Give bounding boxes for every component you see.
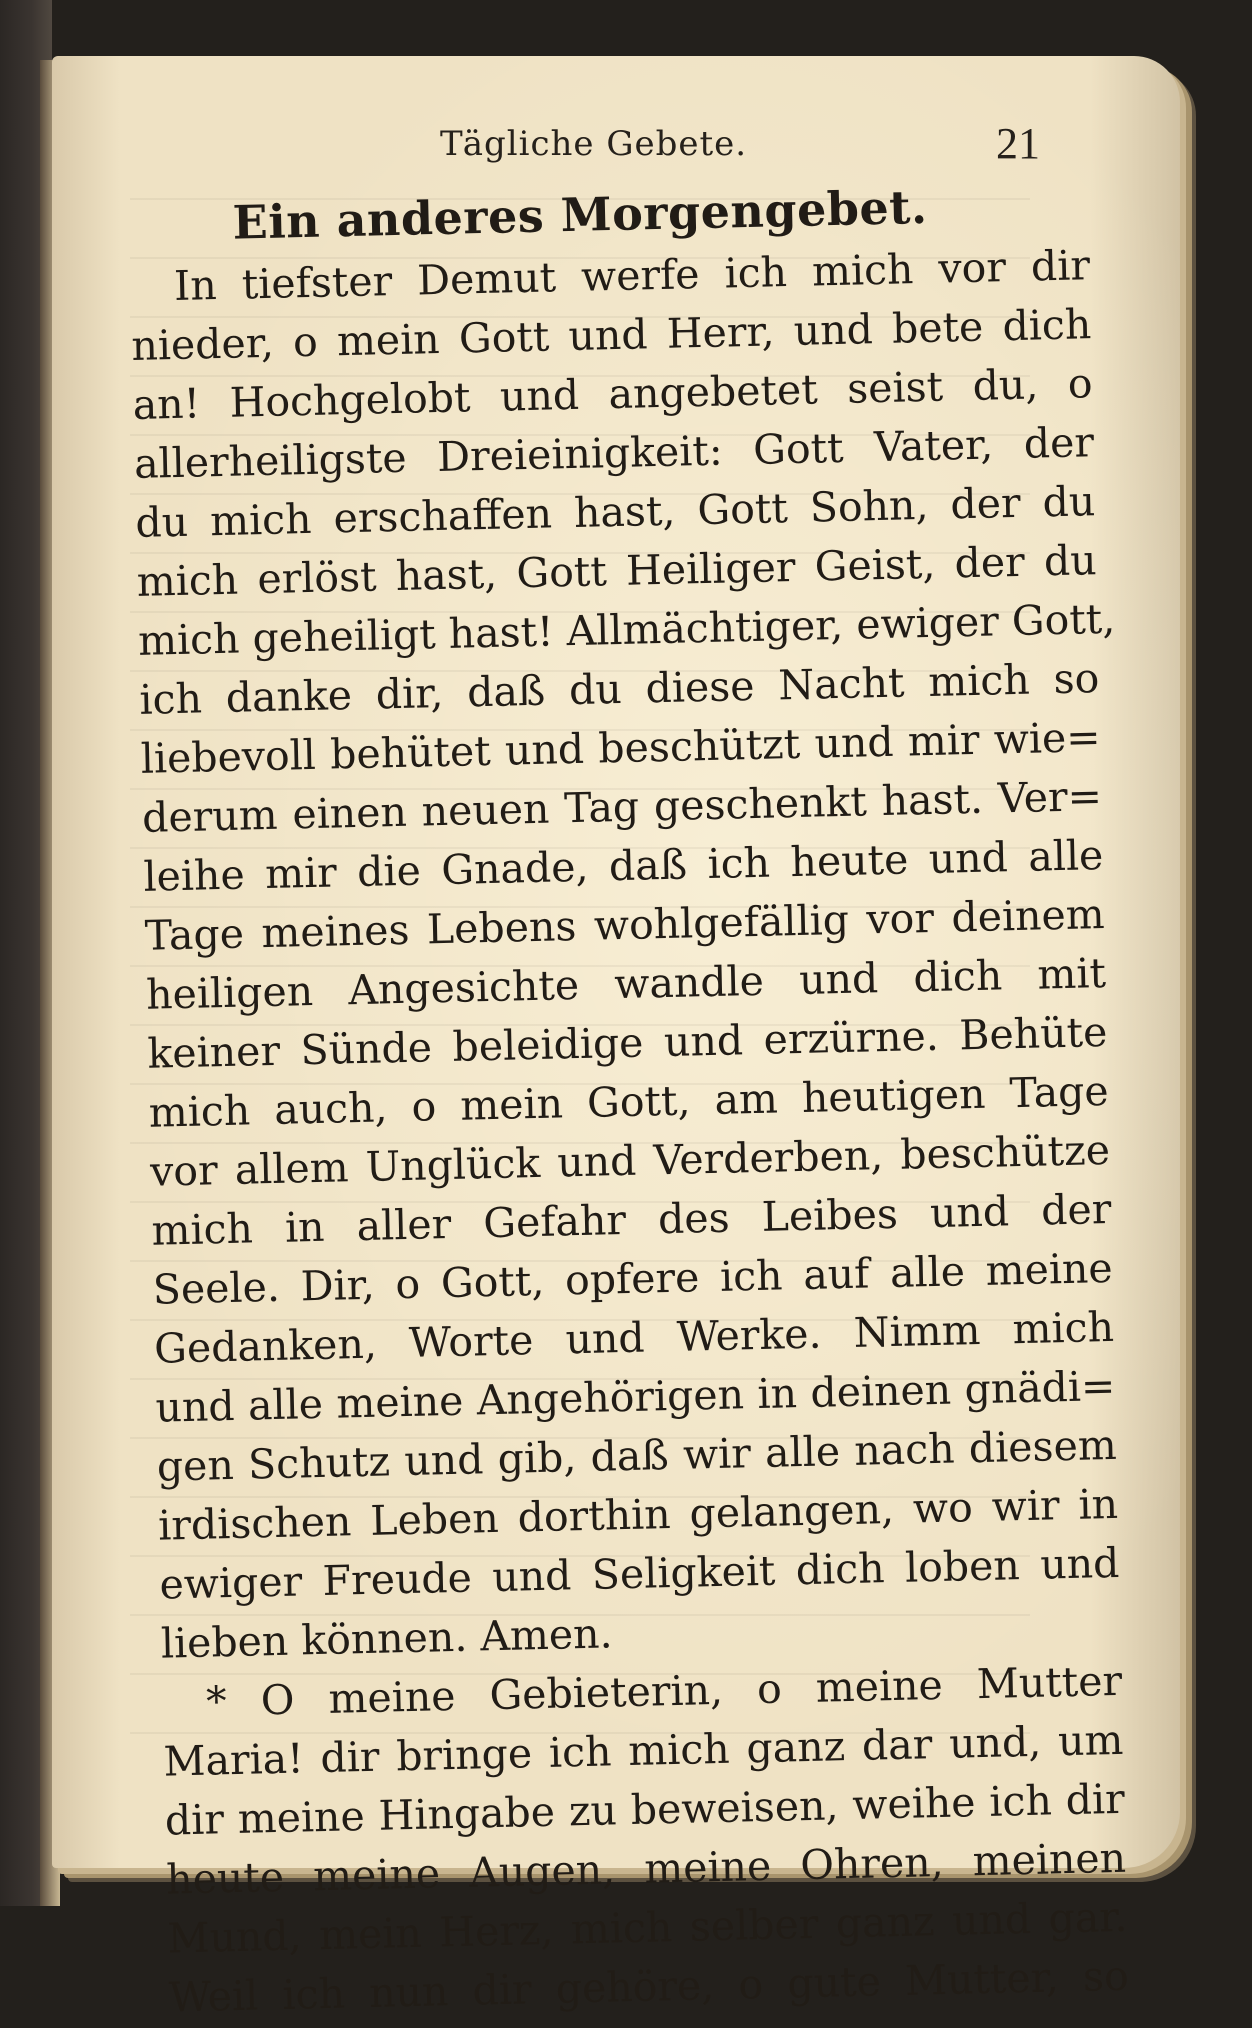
text-line: vor allem Unglück und Verderben, beschütze bbox=[149, 1125, 1111, 1196]
text-line: allerheiligste Dreieinigkeit: Gott Vater, der bbox=[133, 418, 1095, 488]
text-line: Mund, mein Herz, mich selber ganz und gar. bbox=[167, 1892, 1128, 1963]
text-line: heiligen Angesichte wandle und dich mit bbox=[145, 949, 1107, 1019]
text-line: mich in aller Gefahr des Leibes und der bbox=[150, 1184, 1112, 1255]
prayer-paragraph-2 bbox=[162, 1652, 1130, 2028]
text-line: Gedanken, Worte und Werke. Nimm mich bbox=[153, 1302, 1115, 1373]
text-line: In tiefster Demut werfe ich mich vor dir bbox=[173, 241, 1091, 310]
page-header bbox=[440, 118, 1040, 178]
text-line: dir meine Hingabe zu beweisen, weihe ich dir bbox=[164, 1774, 1126, 1845]
text-line: leihe mir die Gnade, daß ich heute und alle bbox=[142, 831, 1104, 901]
text-line: Weil ich nun dir gehöre, o gute Mutter, so bbox=[168, 1951, 1130, 2022]
text-line: Tage meines Lebens wohlgefällig vor deinem bbox=[144, 890, 1106, 960]
page-number: 21 bbox=[996, 119, 1040, 168]
text-line: mich geheiligt hast! Allmächtiger, ewiger Gott, bbox=[137, 594, 1116, 665]
text-line: liebevoll behütet und beschützt und mir wie= bbox=[140, 713, 1102, 783]
text-line: heute meine Augen, meine Ohren, meinen bbox=[165, 1833, 1127, 1904]
text-line: mich erlöst hast, Gott Heiliger Geist, der du bbox=[136, 536, 1098, 606]
prayer-paragraph-1 bbox=[129, 236, 1121, 1673]
text-line: gen Schutz und gib, daß wir alle nach diesem bbox=[156, 1420, 1118, 1491]
text-line: an! Hochgelobt und angebetet seist du, o bbox=[132, 359, 1094, 429]
text-line: ewiger Freude und Seligkeit dich loben und bbox=[159, 1538, 1120, 1609]
prayer-text bbox=[128, 172, 1129, 2027]
text-line: Maria! dir bringe ich mich ganz dar und, um bbox=[163, 1715, 1124, 1786]
text-line: ich danke dir, daß du diese Nacht mich so bbox=[138, 654, 1100, 724]
text-line: mich auch, o mein Gott, am heutigen Tage bbox=[148, 1066, 1110, 1137]
text-line: lieben können. Amen. bbox=[160, 1609, 614, 1668]
text-line: irdischen Leben dorthin gelangen, wo wir in bbox=[157, 1479, 1119, 1550]
text-line: und alle meine Angehörigen in deinen gnädi= bbox=[154, 1361, 1116, 1432]
prayer-heading: Ein anderes Morgengebet. bbox=[232, 179, 929, 250]
text-line: keiner Sünde beleidige und erzürne. Behüte bbox=[146, 1008, 1108, 1078]
text-line: Seele. Dir, o Gott, opfere ich auf alle meine bbox=[152, 1243, 1114, 1314]
text-line: nieder, o mein Gott und Herr, und bete dich bbox=[130, 300, 1092, 370]
text-line: * O meine Gebieterin, o meine Mutter bbox=[205, 1656, 1123, 1726]
text-line: du mich erschaffen hast, Gott Sohn, der du bbox=[134, 477, 1096, 547]
text-line: derum einen neuen Tag geschenkt hast. Ver= bbox=[141, 772, 1103, 842]
running-head: Tägliche Gebete. bbox=[440, 124, 748, 164]
